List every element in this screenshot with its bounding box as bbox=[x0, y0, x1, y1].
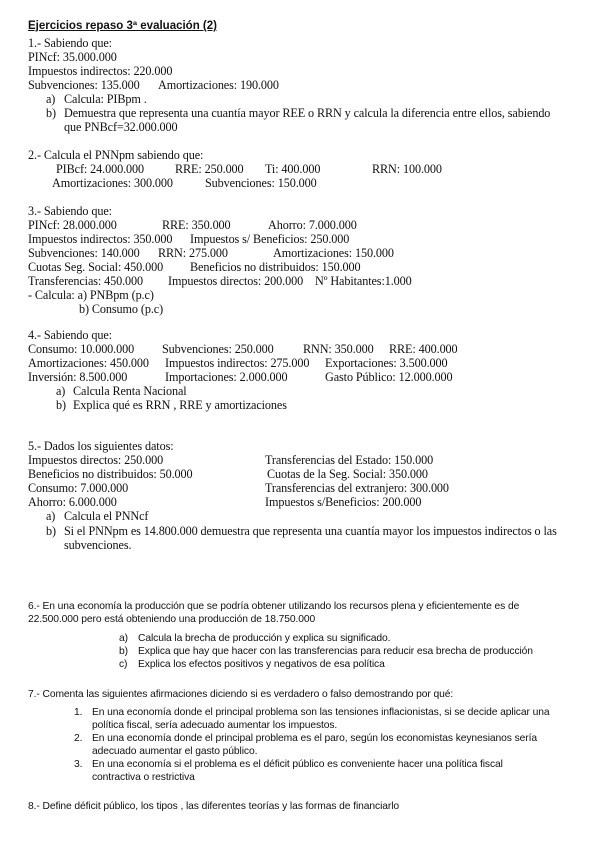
ex5-impuestos-beneficios: Impuestos s/Beneficios: 200.000 bbox=[265, 495, 422, 509]
ex3-cuotas: Cuotas Seg. Social: 450.000 bbox=[28, 260, 164, 274]
ex3-calcula-b: b) Consumo (p.c) bbox=[79, 302, 164, 316]
ex7-item3-marker: 3. bbox=[74, 759, 83, 770]
ex2-pibcf: PIBcf: 24.000.000 bbox=[56, 162, 145, 176]
ex7-item2-line1: En una economía donde el principal problema es el paro, según los economistas keynesianos sería bbox=[92, 733, 537, 744]
ex7-item1-marker: 1. bbox=[74, 707, 83, 718]
ex7-item2-marker: 2. bbox=[74, 733, 83, 744]
ex1-amortizaciones: Amortizaciones: 190.000 bbox=[158, 78, 279, 92]
ex3-ahorro: Ahorro: 7.000.000 bbox=[268, 218, 357, 232]
ex5-transferencias-extranjero: Transferencias del extranjero: 300.000 bbox=[265, 481, 449, 495]
ex4-a-text: Calcula Renta Nacional bbox=[73, 384, 187, 398]
ex5-cuotas: Cuotas de la Seg. Social: 350.000 bbox=[267, 467, 428, 481]
ex3-impuestos-directos: Impuestos directos: 200.000 bbox=[168, 274, 304, 288]
ex1-impuestos-indirectos: Impuestos indirectos: 220.000 bbox=[28, 64, 173, 78]
ex6-b-marker: b) bbox=[119, 646, 128, 657]
ex6-line1: 6.- En una economía la producción que se podría obtener utilizando los recursos plena y eficientemente es de bbox=[28, 601, 520, 612]
ex5-consumo: Consumo: 7.000.000 bbox=[28, 481, 129, 495]
ex2-rrn: RRN: 100.000 bbox=[372, 162, 442, 176]
ex6-c-marker: c) bbox=[119, 659, 128, 670]
ex5-b-line2: subvenciones. bbox=[64, 538, 132, 552]
ex5-a-text: Calcula el PNNcf bbox=[64, 509, 149, 523]
ex5-beneficios-no-distribuidos: Beneficios no distribuidos: 50.000 bbox=[28, 467, 193, 481]
exercise-2-heading: 2.- Calcula el PNNpm sabiendo que: bbox=[28, 148, 204, 162]
exercise-5-heading: 5.- Dados los siguientes datos: bbox=[28, 439, 174, 453]
ex6-a-marker: a) bbox=[119, 633, 128, 644]
ex5-impuestos-directos: Impuestos directos: 250.000 bbox=[28, 453, 164, 467]
ex3-transferencias: Transferencias: 450.000 bbox=[28, 274, 144, 288]
ex3-pincf: PINcf: 28.000.000 bbox=[28, 218, 117, 232]
ex4-inversion: Inversión: 8.500.000 bbox=[28, 370, 128, 384]
ex3-calcula-a: - Calcula: a) PNBpm (p.c) bbox=[28, 288, 154, 302]
ex6-c-text: Explica los efectos positivos y negativos de esa política bbox=[138, 659, 385, 670]
ex1-b-marker: b) bbox=[46, 106, 56, 120]
ex5-a-marker: a) bbox=[46, 509, 56, 523]
ex6-line2: 22.500.000 pero está obteniendo una producción de 18.750.000 bbox=[28, 614, 316, 625]
ex7-item2-line2: adecuado aumentar el gasto público. bbox=[92, 746, 258, 757]
ex2-rre: RRE: 250.000 bbox=[175, 162, 244, 176]
ex3-subvenciones: Subvenciones: 140.000 bbox=[28, 246, 140, 260]
ex4-a-marker: a) bbox=[56, 384, 66, 398]
ex4-subvenciones: Subvenciones: 250.000 bbox=[162, 342, 274, 356]
ex6-b-text: Explica que hay que hacer con las transferencias para reducir esa brecha de producción bbox=[138, 646, 533, 657]
ex4-rre: RRE: 400.000 bbox=[389, 342, 458, 356]
ex1-a-text: Calcula: PIBpm . bbox=[64, 92, 147, 106]
ex3-beneficios-no-distribuidos: Beneficios no distribuidos: 150.000 bbox=[190, 260, 361, 274]
ex3-habitantes: Nº Habitantes:1.000 bbox=[315, 274, 412, 288]
ex5-transferencias-estado: Transferencias del Estado: 150.000 bbox=[265, 453, 434, 467]
ex3-impuestos-beneficios: Impuestos s/ Beneficios: 250.000 bbox=[190, 232, 350, 246]
exercise-1-heading: 1.- Sabiendo que: bbox=[28, 36, 112, 50]
ex1-b-line2: que PNBcf=32.000.000 bbox=[64, 120, 178, 134]
ex4-exportaciones: Exportaciones: 3.500.000 bbox=[325, 356, 448, 370]
ex4-amortizaciones: Amortizaciones: 450.000 bbox=[28, 356, 149, 370]
ex4-b-text: Explica qué es RRN , RRE y amortizaciones bbox=[73, 398, 287, 412]
exercise-4-heading: 4.- Sabiendo que: bbox=[28, 328, 112, 342]
ex1-subvenciones: Subvenciones: 135.000 bbox=[28, 78, 140, 92]
exercise-8-heading: 8.- Define déficit público, los tipos , las diferentes teorías y las formas de financiarlo bbox=[28, 801, 400, 812]
ex1-pincf: PINcf: 35.000.000 bbox=[28, 50, 117, 64]
exercise-3-heading: 3.- Sabiendo que: bbox=[28, 204, 112, 218]
ex5-b-line1: Si el PNNpm es 14.800.000 demuestra que representa una cuantía mayor los impuestos indirectos o las bbox=[64, 524, 557, 538]
ex4-b-marker: b) bbox=[56, 398, 66, 412]
ex2-subvenciones: Subvenciones: 150.000 bbox=[205, 176, 317, 190]
ex4-importaciones: Importaciones: 2.000.000 bbox=[165, 370, 288, 384]
ex6-a-text: Calcula la brecha de producción y explica su significado. bbox=[138, 633, 391, 644]
ex1-b-line1: Demuestra que representa una cuantía mayor REE o RRN y calcula la diferencia entre ellos, sabiendo bbox=[64, 106, 551, 120]
ex3-rre: RRE: 350.000 bbox=[162, 218, 231, 232]
ex7-item1-line1: En una economía donde el principal problema son las tensiones inflacionistas, si se decide aplicar una bbox=[92, 707, 550, 718]
exercise-7-heading: 7.- Comenta las siguientes afirmaciones diciendo si es verdadero o falso demostrando por qué: bbox=[28, 689, 454, 700]
ex2-amortizaciones: Amortizaciones: 300.000 bbox=[52, 176, 173, 190]
ex3-impuestos-indirectos: Impuestos indirectos: 350.000 bbox=[28, 232, 173, 246]
ex3-amortizaciones: Amortizaciones: 150.000 bbox=[273, 246, 394, 260]
ex5-b-marker: b) bbox=[46, 524, 56, 538]
ex7-item1-line2: política fiscal, sería adecuado aumentar los impuestos. bbox=[92, 720, 338, 731]
ex7-item3-line2: contractiva o restrictiva bbox=[92, 772, 195, 783]
ex4-gasto-publico: Gasto Público: 12.000.000 bbox=[325, 370, 453, 384]
ex5-ahorro: Ahorro: 6.000.000 bbox=[28, 495, 117, 509]
ex3-rrn: RRN: 275.000 bbox=[158, 246, 228, 260]
page-title: Ejercicios repaso 3ª evaluación (2) bbox=[28, 20, 217, 32]
ex1-a-marker: a) bbox=[46, 92, 56, 106]
ex4-consumo: Consumo: 10.000.000 bbox=[28, 342, 135, 356]
ex7-item3-line1: En una economía si el problema es el déficit público es conveniente hacer una política fiscal bbox=[92, 759, 503, 770]
ex4-impuestos-indirectos: Impuestos indirectos: 275.000 bbox=[165, 356, 310, 370]
ex2-ti: Ti: 400.000 bbox=[265, 162, 321, 176]
ex4-rnn: RNN: 350.000 bbox=[303, 342, 374, 356]
